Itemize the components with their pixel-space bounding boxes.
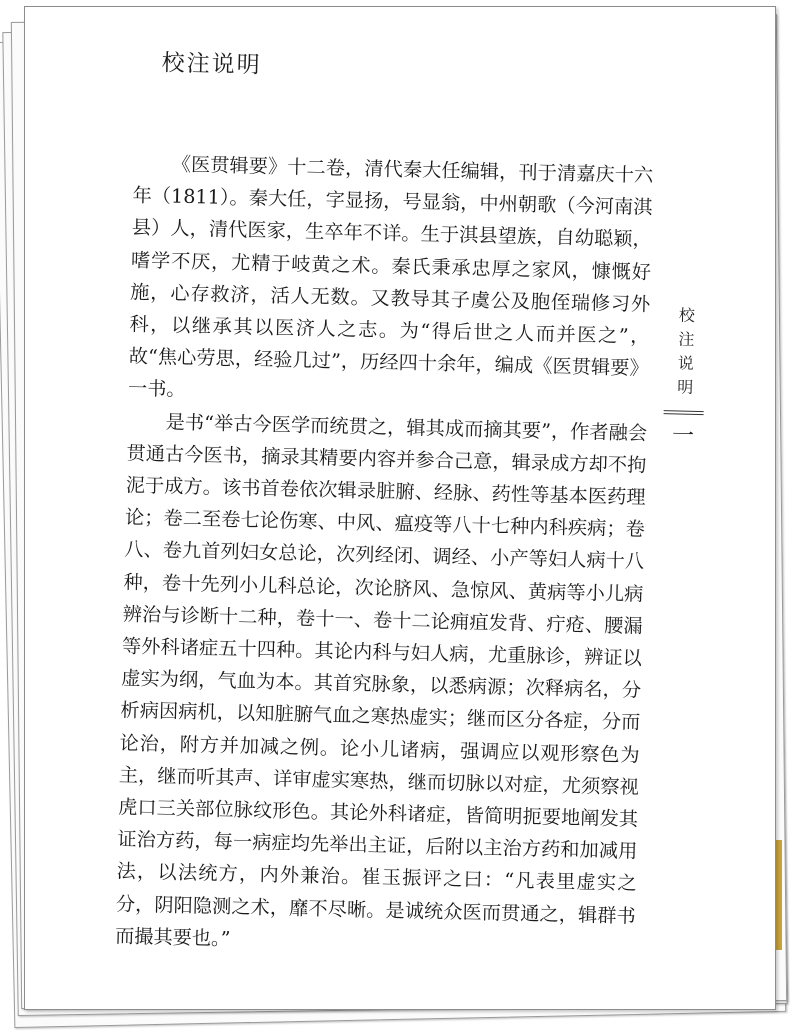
section-title: 校注说明 (161, 50, 262, 79)
margin-tab-title: 校注说明 (674, 306, 696, 403)
document-page (24, 6, 776, 1010)
body-text (115, 148, 654, 965)
page-content (1, 7, 774, 1026)
paragraph: 《医贯辑要》十二卷，清代秦大任编辑，刊于清嘉庆十六年（1811）。秦大任，字显扬，号显翁，中州朝歌（今河南淇县）人，清代医家，生卒年不详。生于淇县望族，自幼聪颖，嗜学不厌，尤精于岐黄之术。秦氏秉承忠厚之家风，慷慨好施，心存救济，活人无数。又教导其子虞公及胞侄瑞修习外科，以继承其以医济人之志。为“得后世之人而并医之”，故“焦心劳思，经验几过”，历经四十余年，编成《医贯辑要》一书。 (127, 152, 654, 402)
page-number: 一 (671, 423, 695, 449)
paragraph: 是书“举古今医学而统贯之，辑其成而摘其要”，作者融会贯通古今医书，摘录其精要内容并参合己意，辑录成方却不拘泥于成方。该书首卷依次辑录脏腑、经脉、药性等基本医药理论；卷二至卷七论伤寒、中风、瘟疫等八十七种内科疾病；卷八、卷九首列妇女总论，次列经闭、调经、小产等妇人病十八种，卷十先列小儿科总论，次论脐风、急惊风、黄病等小儿病辨治与诊断十二种，卷十一、卷十二论痈疽发背、疔疮、腰漏等外科诸症五十四种。其论内科与妇人病，尤重脉诊，辨证以虚实为纲，气血为本。其首究脉象，以悉病源；次释病名，分析病因病机，以知脏腑气血之寒热虚实；继而区分各症，分而论治，附方并加减之例。论小儿诸病，强调应以观形察色为主，继而听其声、详审虚实寒热，继而切脉以对症，尤须察视虎口三关部位脉纹形色。其论外科诸症，皆简明扼要地阐发其证治方药，每一病症均先举出主证，后附以主治方药和加减用法，以法统方，内外兼治。崔玉振评之曰：“凡表里虚实之分，阴阳隐测之术，靡不尽晰。是诚统众医而贯通之，辑群书而撮其要也。” (114, 410, 648, 950)
tab-divider (664, 410, 704, 415)
margin-section-tab (663, 306, 706, 449)
